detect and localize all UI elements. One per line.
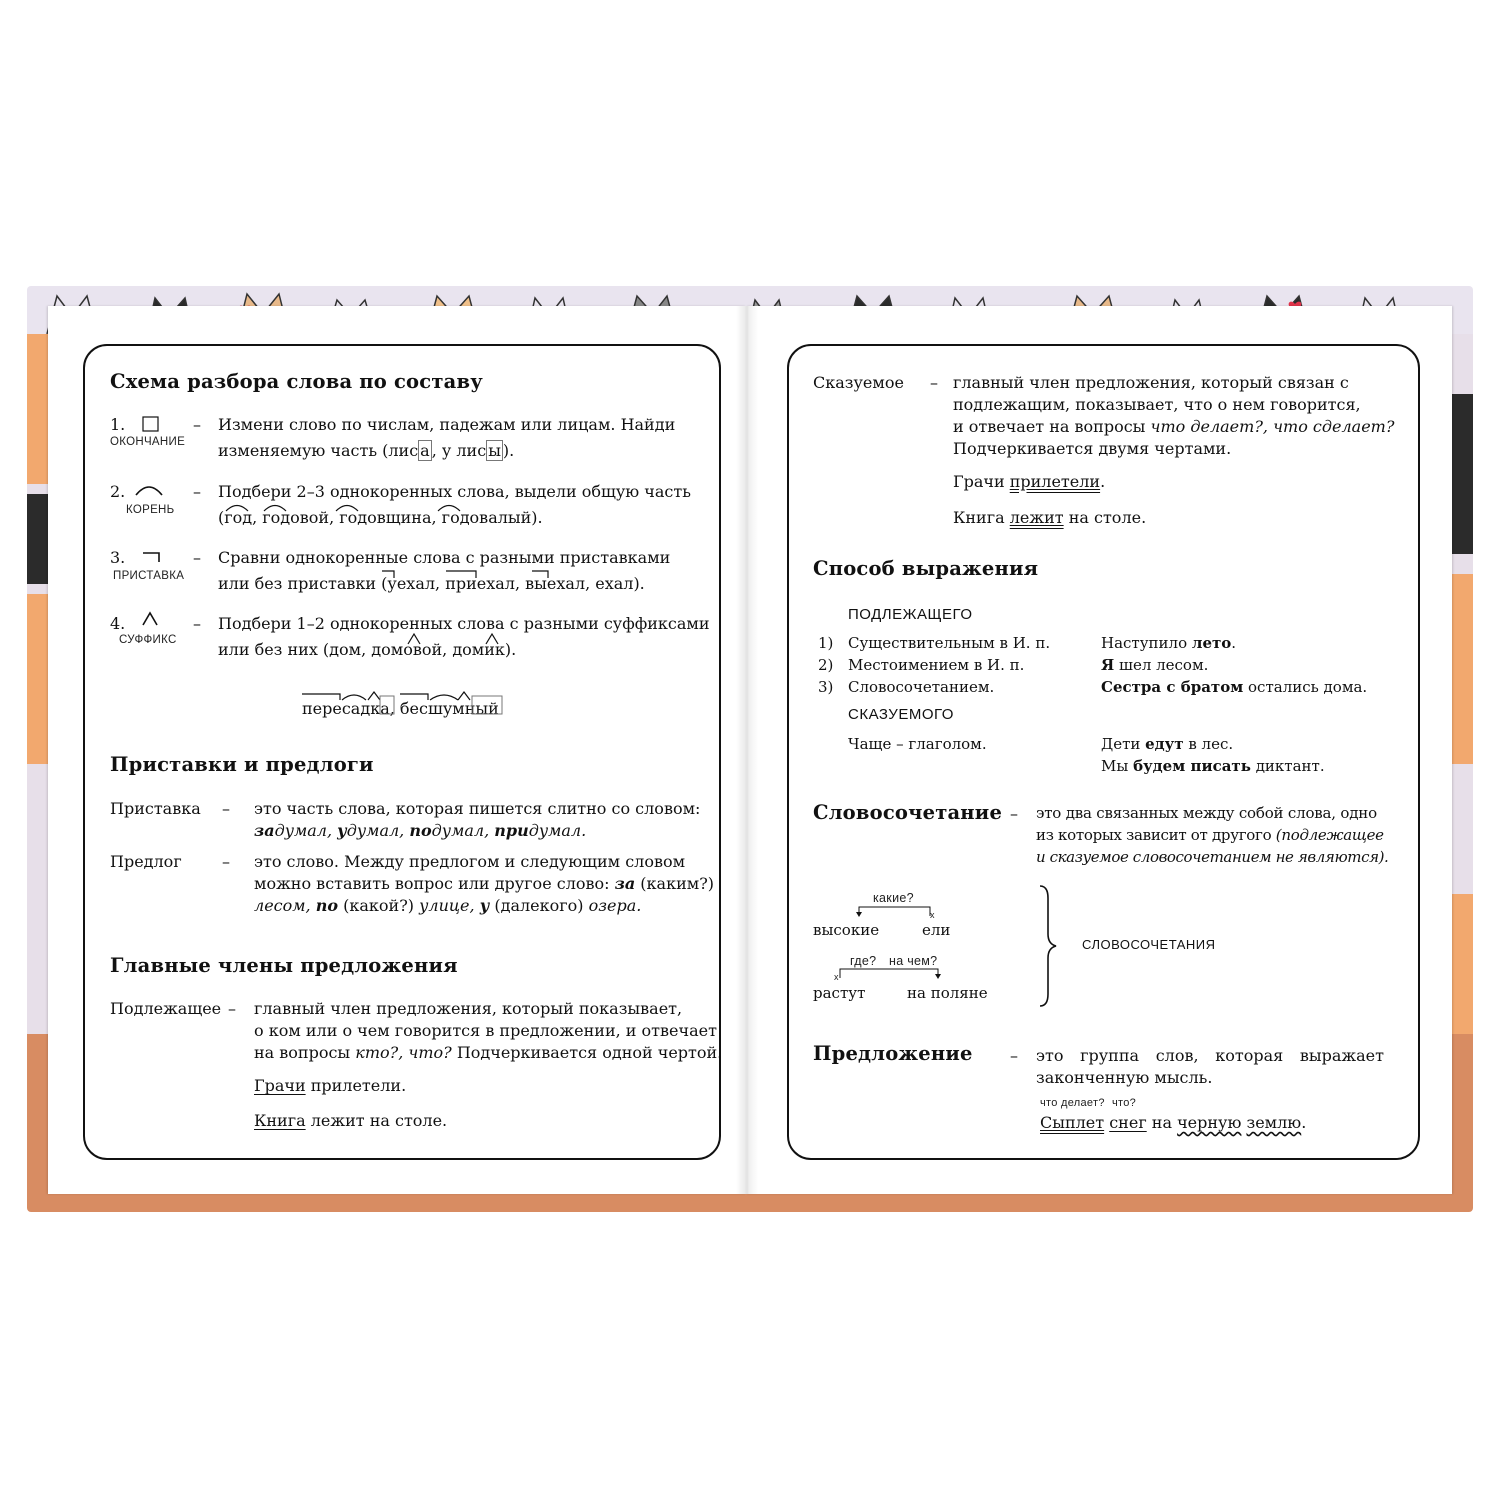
- subject-example: Грачи прилетели.: [254, 1076, 407, 1095]
- expression-row-text: Местоимением в И. п.: [848, 656, 1025, 674]
- prefix-marks: [382, 569, 542, 579]
- phrase-main-word-mark: x: [930, 910, 935, 920]
- scheme-item-label: КОРЕНЬ: [126, 504, 175, 516]
- morpheme-example: пересадка, бесшумный: [302, 699, 499, 718]
- scheme-item-text: (год, годовой, годовщина, годовалый).: [218, 508, 543, 527]
- sentence-question: что делает?: [1040, 1097, 1105, 1109]
- predicate-definition: и отвечает на вопросы что делает?, что сделает?: [953, 417, 1395, 436]
- sentence-title: Предложение: [813, 1042, 973, 1065]
- prefix-examples: задумал, удумал, подумал, придумал.: [254, 821, 587, 840]
- scheme-item-label: ПРИСТАВКА: [113, 570, 185, 582]
- scheme-item-dash: –: [193, 482, 201, 501]
- scheme-item-number: 1.: [110, 415, 126, 434]
- sentence-example: Сыплет снег на черную землю.: [1040, 1113, 1307, 1132]
- predicate-definition: Подчеркивается двумя чертами.: [953, 439, 1232, 458]
- expression-row-example: Наступило лето.: [1101, 634, 1237, 652]
- subject-example: Книга лежит на столе.: [254, 1111, 448, 1130]
- predicate-definition: главный член предложения, который связан с: [953, 373, 1349, 392]
- scheme-item-text: Подбери 1–2 однокоренных слова с разными суффиксами: [218, 614, 710, 633]
- phrase-main-word-mark: x: [834, 972, 839, 982]
- scheme-item-text: или без них (дом, домовой, домик).: [218, 640, 517, 659]
- subject-definition: о ком или о чем говорится в предложении, и отвечает: [254, 1021, 717, 1040]
- scheme-item-number: 2.: [110, 482, 126, 501]
- preposition-examples: лесом, по (какой?) улице, у (далекого) озера.: [254, 896, 642, 915]
- prefix-term: Приставка: [110, 799, 201, 818]
- expression-title: Способ выражения: [813, 557, 1039, 580]
- prefix-symbol-icon: [142, 551, 162, 563]
- predicate-expression-example: Мы будем писать диктант.: [1101, 757, 1325, 775]
- scheme-item-text: Подбери 2–3 однокоренных слова, выдели общую часть: [218, 482, 691, 501]
- scheme-item-label: ОКОНЧАНИЕ: [110, 436, 186, 448]
- scheme-item-dash: –: [193, 415, 201, 434]
- expression-row-text: Существительным в И. п.: [848, 634, 1051, 652]
- root-symbol-icon: [134, 483, 164, 497]
- subject-definition: главный член предложения, который показывает,: [254, 999, 683, 1018]
- root-marks: [226, 502, 466, 512]
- scheme-title: Схема разбора слова по составу: [110, 370, 483, 393]
- brace-icon: [1036, 884, 1060, 1008]
- expression-row-number: 2): [818, 656, 834, 674]
- predicate-expression-example: Дети едут в лес.: [1101, 735, 1234, 753]
- subject-dash: –: [228, 999, 236, 1018]
- phrase-arrow: [838, 966, 948, 980]
- ending-symbol-icon: [142, 416, 160, 432]
- sentence-dash: –: [1010, 1046, 1018, 1065]
- scheme-item-dash: –: [193, 614, 201, 633]
- suffix-marks: [406, 633, 506, 645]
- subject-term: Подлежащее: [110, 999, 222, 1018]
- prefix-definition: это часть слова, которая пишется слитно со словом:: [254, 799, 701, 818]
- predicate-example: Книга лежит на столе.: [953, 508, 1147, 527]
- predicate-example: Грачи прилетели.: [953, 472, 1106, 491]
- preposition-term: Предлог: [110, 852, 182, 871]
- phrase-word: растут: [813, 984, 866, 1002]
- phrase-question: на чем?: [889, 954, 938, 968]
- scheme-item-text: изменяемую часть (лис а , у лис ы ).: [218, 441, 515, 460]
- expression-row-example: Я шел лесом.: [1101, 656, 1209, 674]
- suffix-symbol-icon: [142, 611, 160, 627]
- scheme-item-text: Сравни однокоренные слова с разными приставками: [218, 548, 671, 567]
- phrase-question: где?: [850, 954, 877, 968]
- scheme-item-text: Измени слово по числам, падежам или лицам. Найди: [218, 415, 676, 434]
- preposition-dash: –: [222, 852, 230, 871]
- predicate-term: Сказуемое: [813, 373, 904, 392]
- sentence-definition: это группа слов, которая выражает: [1036, 1046, 1384, 1065]
- subject-heading: ПОДЛЕЖАЩЕГО: [848, 606, 973, 623]
- predicate-dash: –: [930, 373, 938, 392]
- book-spine-shadow: [736, 306, 758, 1194]
- phrase-definition: и сказуемое словосочетанием не являются).: [1036, 848, 1389, 866]
- phrase-definition: из которых зависит от другого (подлежащее: [1036, 826, 1384, 844]
- predicate-heading: СКАЗУЕМОГО: [848, 706, 954, 723]
- scheme-item-dash: –: [193, 548, 201, 567]
- expression-row-example: Сестра с братом остались дома.: [1101, 678, 1368, 696]
- phrase-title: Словосочетание: [813, 801, 1003, 824]
- prefix-dash: –: [222, 799, 230, 818]
- phrase-question: какие?: [873, 891, 914, 905]
- phrase-definition: это два связанных между собой слова, одно: [1036, 804, 1377, 822]
- preposition-definition: можно вставить вопрос или другое слово: за (каким?): [254, 874, 715, 893]
- expression-row-number: 1): [818, 634, 834, 652]
- phrase-word: высокие: [813, 921, 880, 939]
- brace-label: СЛОВОСОЧЕТАНИЯ: [1082, 937, 1216, 952]
- scheme-item-number: 3.: [110, 548, 126, 567]
- predicate-expression-text: Чаще – глаголом.: [848, 735, 987, 753]
- main-members-title: Главные члены предложения: [110, 954, 458, 977]
- morpheme-example-marks: [302, 690, 508, 720]
- subject-definition: на вопросы кто?, что? Подчеркивается одной чертой.: [254, 1043, 723, 1062]
- prefixes-title: Приставки и предлоги: [110, 753, 374, 776]
- preposition-definition: это слово. Между предлогом и следующим словом: [254, 852, 686, 871]
- expression-row-text: Словосочетанием.: [848, 678, 995, 696]
- sentence-definition: законченную мысль.: [1036, 1068, 1213, 1087]
- phrase-word: на поляне: [907, 984, 988, 1002]
- phrase-dash: –: [1010, 804, 1018, 823]
- phrase-arrow: [856, 904, 936, 918]
- scheme-item-label: СУФФИКС: [119, 634, 177, 646]
- phrase-word: ели: [922, 921, 951, 939]
- scheme-item-number: 4.: [110, 614, 126, 633]
- expression-row-number: 3): [818, 678, 834, 696]
- sentence-question: что?: [1112, 1097, 1137, 1109]
- predicate-definition: подлежащим, показывает, что о нем говорится,: [953, 395, 1361, 414]
- scheme-item-text: или без приставки (уехал, приехал, выехал, ехал).: [218, 574, 645, 593]
